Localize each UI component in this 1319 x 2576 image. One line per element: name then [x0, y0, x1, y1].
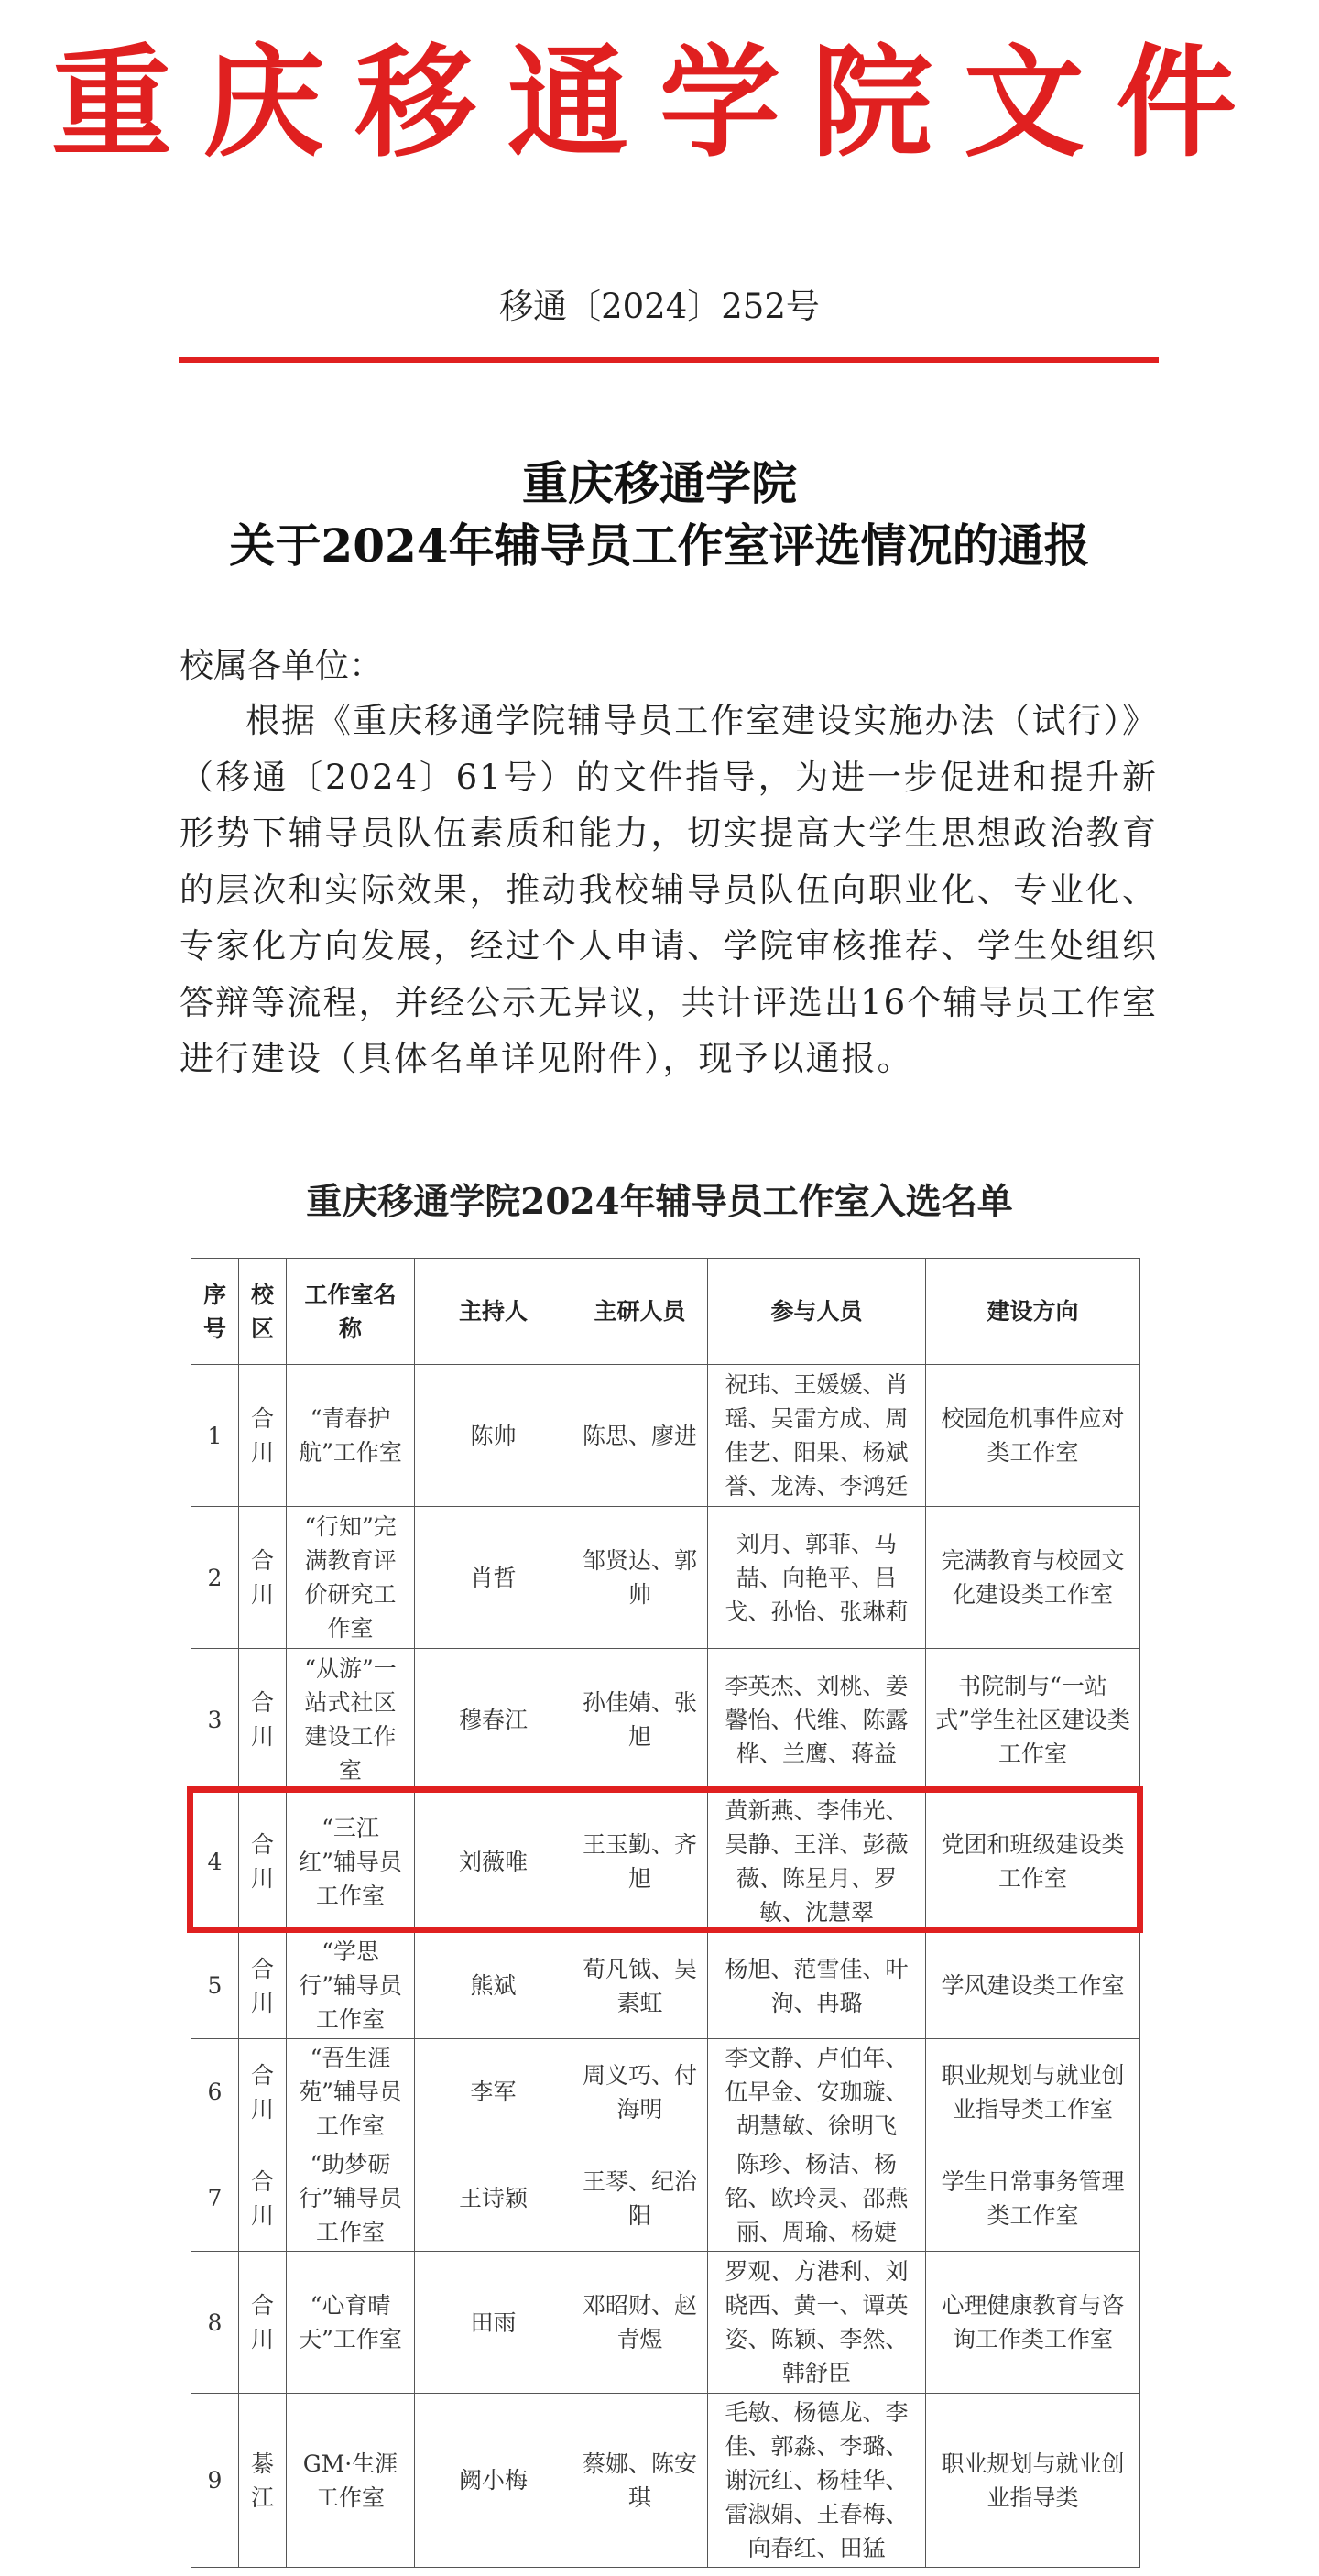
cell-number: 7: [191, 2145, 239, 2252]
cell-number: 1: [191, 1365, 239, 1507]
cell-number: 9: [191, 2394, 239, 2568]
cell-campus: 合川: [239, 1791, 287, 1933]
cell-campus: 合川: [239, 2252, 287, 2394]
table-row: [191, 2039, 1140, 2145]
table-row: [191, 2394, 1140, 2568]
cell-members: 罗观、方港利、刘晓西、黄一、谭英姿、陈颖、李然、韩舒臣: [708, 2252, 926, 2394]
cell-host: 穆春江: [415, 1649, 572, 1791]
cell-direction: 党团和班级建设类工作室: [926, 1791, 1140, 1933]
cell-studio-name: “学思行”辅导员工作室: [287, 1933, 415, 2039]
cell-lead: 周义巧、付海明: [572, 2039, 708, 2145]
cell-members: 杨旭、范雪佳、叶洵、冉璐: [708, 1933, 926, 2039]
cell-direction: 心理健康教育与咨询工作类工作室: [926, 2252, 1140, 2394]
cell-lead: 蔡娜、陈安琪: [572, 2394, 708, 2568]
header-cell: 序号: [191, 1259, 239, 1365]
cell-members: 李文静、卢伯年、伍早金、安珈璇、胡慧敏、徐明飞: [708, 2039, 926, 2145]
document-masthead: 重庆移通学院文件: [51, 32, 1268, 174]
header-cell: 主研人员: [572, 1259, 708, 1365]
cell-lead: 邓昭财、赵青煜: [572, 2252, 708, 2394]
cell-campus: 合川: [239, 1365, 287, 1507]
cell-host: 陈帅: [415, 1365, 572, 1507]
cell-studio-name: “吾生涯苑”辅导员工作室: [287, 2039, 415, 2145]
header-cell: 参与人员: [708, 1259, 926, 1365]
cell-host: 李军: [415, 2039, 572, 2145]
cell-studio-name: “心育晴天”工作室: [287, 2252, 415, 2394]
cell-lead: 王琴、纪治阳: [572, 2145, 708, 2252]
cell-host: 阙小梅: [415, 2394, 572, 2568]
cell-host: 肖哲: [415, 1507, 572, 1649]
table-row: [191, 1933, 1140, 2039]
cell-lead: 陈思、廖进: [572, 1365, 708, 1507]
cell-number: 4: [191, 1791, 239, 1933]
table-row-highlighted: [191, 1791, 1140, 1933]
cell-members: 祝玮、王媛媛、肖瑶、吴雷方成、周佳艺、阳果、杨斌誉、龙涛、李鸿廷: [708, 1365, 926, 1507]
cell-campus: 合川: [239, 1507, 287, 1649]
cell-host: 熊斌: [415, 1933, 572, 2039]
cell-studio-name: “助梦砺行”辅导员工作室: [287, 2145, 415, 2252]
cell-number: 5: [191, 1933, 239, 2039]
cell-direction: 学生日常事务管理类工作室: [926, 2145, 1140, 2252]
cell-number: 6: [191, 2039, 239, 2145]
header-cell: 工作室名称: [287, 1259, 415, 1365]
cell-members: 刘月、郭菲、马喆、向艳平、吕戈、孙怡、张琳莉: [708, 1507, 926, 1649]
cell-campus: 合川: [239, 1933, 287, 2039]
body-paragraph: 根据《重庆移通学院辅导员工作室建设实施办法（试行）》（移通〔2024〕61号）的文件指导，为进一步促进和提升新形势下辅导员队伍素质和能力，切实提高大学生思想政治教育的层次和实际效果，推动我校辅导员队伍向职业化、专业化、专家化方向发展，经过个人申请、学院审核推荐、学生处组织答辩等流程，并经公示无异议，共计评选出16个辅导员工作室进行建设（具体名单详见附件），现予以通报。: [180, 701, 1158, 1078]
table-row: [191, 1649, 1140, 1791]
table-header-row: [191, 1259, 1140, 1365]
cell-host: 王诗颖: [415, 2145, 572, 2252]
title-line-1: 重庆移通学院: [522, 456, 797, 510]
cell-lead: 邹贤达、郭帅: [572, 1507, 708, 1649]
cell-members: 黄新燕、李伟光、吴静、王洋、彭薇薇、陈星月、罗敏、沈慧翠: [708, 1791, 926, 1933]
cell-direction: 完满教育与校园文化建设类工作室: [926, 1507, 1140, 1649]
cell-studio-name: “青春护航”工作室: [287, 1365, 415, 1507]
cell-lead: 王玉勤、齐旭: [572, 1791, 708, 1933]
cell-members: 陈珍、杨洁、杨铭、欧玲灵、邵燕丽、周瑜、杨婕: [708, 2145, 926, 2252]
cell-direction: 学风建设类工作室: [926, 1933, 1140, 2039]
cell-campus: 合川: [239, 2039, 287, 2145]
document-title: [0, 453, 1319, 577]
cell-members: 李英杰、刘桃、姜馨怡、代维、陈露桦、兰鹰、蒋益: [708, 1649, 926, 1791]
cell-number: 2: [191, 1507, 239, 1649]
document-number: 移通〔2024〕252号: [499, 287, 820, 326]
cell-direction: 校园危机事件应对类工作室: [926, 1365, 1140, 1507]
roster-table: [191, 1258, 1140, 2568]
table-row: [191, 1507, 1140, 1649]
cell-studio-name: “三江红”辅导员工作室: [287, 1791, 415, 1933]
cell-campus: 綦江: [239, 2394, 287, 2568]
salutation: 校属各单位：: [180, 646, 383, 685]
title-line-2: 关于2024年辅导员工作室评选情况的通报: [229, 518, 1090, 573]
cell-lead: 荀凡钺、吴素虹: [572, 1933, 708, 2039]
cell-studio-name: “从游”一站式社区建设工作室: [287, 1649, 415, 1791]
cell-number: 8: [191, 2252, 239, 2394]
cell-campus: 合川: [239, 1649, 287, 1791]
cell-members: 毛敏、杨德龙、李佳、郭淼、李璐、谢沅红、杨桂华、雷淑娟、王春梅、向春红、田猛: [708, 2394, 926, 2568]
red-divider-rule: [179, 357, 1159, 363]
table-row: [191, 1365, 1140, 1507]
cell-campus: 合川: [239, 2145, 287, 2252]
header-cell: 建设方向: [926, 1259, 1140, 1365]
cell-host: 刘薇唯: [415, 1791, 572, 1933]
table-row: [191, 2252, 1140, 2394]
table-row: [191, 2145, 1140, 2252]
cell-studio-name: GM·生涯工作室: [287, 2394, 415, 2568]
cell-lead: 孙佳婧、张旭: [572, 1649, 708, 1791]
cell-studio-name: “行知”完满教育评价研究工作室: [287, 1507, 415, 1649]
cell-direction: 职业规划与就业创业指导类工作室: [926, 2039, 1140, 2145]
cell-direction: 职业规划与就业创业指导类: [926, 2394, 1140, 2568]
header-cell: 主持人: [415, 1259, 572, 1365]
table-title: 重庆移通学院2024年辅导员工作室入选名单: [306, 1181, 1013, 1223]
header-cell: 校区: [239, 1259, 287, 1365]
cell-host: 田雨: [415, 2252, 572, 2394]
cell-number: 3: [191, 1649, 239, 1791]
cell-direction: 书院制与“一站式”学生社区建设类工作室: [926, 1649, 1140, 1791]
